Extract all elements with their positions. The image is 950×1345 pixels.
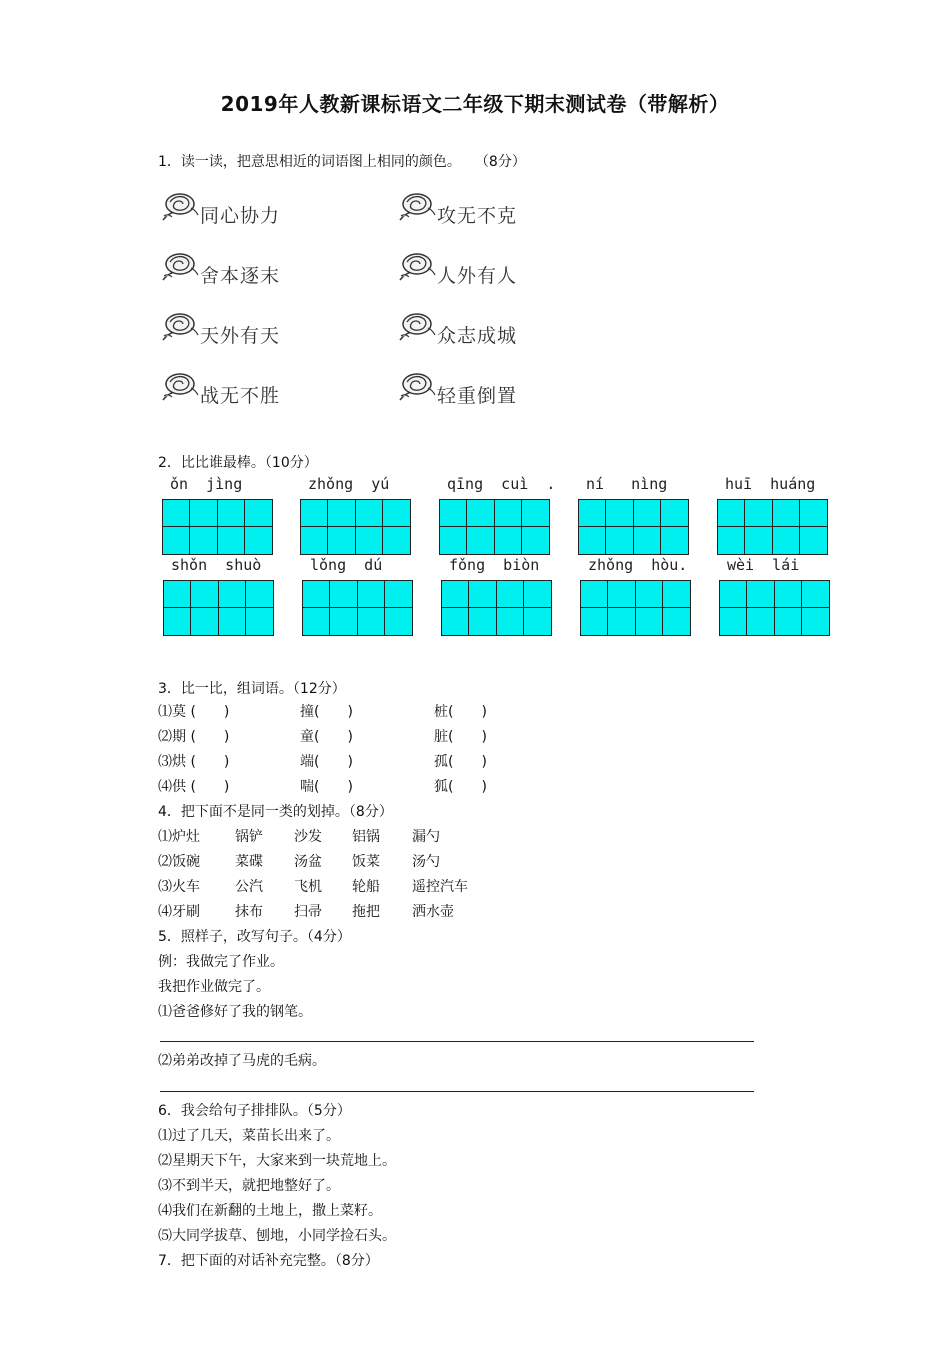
tianzige-grid (162, 499, 273, 555)
writing-cell[interactable] (495, 527, 522, 554)
tianzige-grid (300, 499, 411, 555)
writing-cell[interactable] (497, 581, 524, 608)
q3-fill-item[interactable]: 脏( ) (434, 729, 487, 745)
q3-heading: 3．比一比，组词语。（12分） (158, 681, 346, 697)
q2-grid-group (717, 475, 828, 555)
q2-grid-group (719, 556, 830, 636)
writing-cell[interactable] (164, 581, 191, 608)
q3-fill-item[interactable]: ⑵期 ( ) (158, 729, 230, 745)
q3-fill-item[interactable]: 撞( ) (300, 704, 353, 720)
q2-grid-group (163, 556, 274, 636)
q4-word[interactable]: 抹布 (235, 904, 263, 920)
q4-heading: 4．把下面不是同一类的划掉。（8分） (158, 804, 393, 820)
writing-cell[interactable] (467, 500, 494, 527)
writing-cell[interactable] (661, 527, 688, 554)
writing-cell[interactable] (163, 527, 190, 554)
flower-icon (160, 250, 200, 284)
writing-cell[interactable] (608, 581, 635, 608)
writing-cell[interactable] (301, 527, 328, 554)
writing-cell[interactable] (330, 581, 357, 608)
writing-cell[interactable] (747, 608, 774, 635)
q1-word-right-2[interactable] (397, 250, 518, 287)
q6-sentence: ⑵星期天下午，大家来到一块荒地上。 (158, 1153, 396, 1169)
pinyin-label: ǒn jìng (170, 475, 243, 493)
q5-answer-line-1[interactable] (160, 1041, 754, 1042)
q4-word[interactable]: 沙发 (294, 829, 322, 845)
pinyin-label: shǒn shuò (171, 556, 262, 574)
q2-grid-group (439, 475, 556, 555)
q5-heading: 5．照样子，改写句子。（4分） (158, 929, 351, 945)
writing-cell[interactable] (385, 608, 412, 635)
pinyin-label: zhǒng yú (308, 475, 390, 493)
writing-cell[interactable] (800, 527, 827, 554)
q3-fill-item[interactable]: 端( ) (300, 754, 353, 770)
writing-cell[interactable] (720, 581, 747, 608)
tianzige-grid (719, 580, 830, 636)
writing-cell[interactable] (634, 527, 661, 554)
q1-word-label: 战无不胜 (200, 385, 281, 407)
q1-word-label: 人外有人 (437, 265, 518, 287)
q1-word-left-4[interactable] (160, 370, 281, 407)
writing-cell[interactable] (385, 581, 412, 608)
q4-word[interactable]: 公汽 (235, 879, 263, 895)
writing-cell[interactable] (330, 608, 357, 635)
q4-word[interactable]: 轮船 (352, 879, 380, 895)
q4-word[interactable]: ⑵饭碗 (158, 854, 200, 870)
q4-word[interactable]: 拖把 (352, 904, 380, 920)
writing-cell[interactable] (636, 608, 663, 635)
writing-cell[interactable] (190, 527, 217, 554)
q4-word[interactable]: 汤盆 (294, 854, 322, 870)
q1-word-right-4[interactable] (397, 370, 518, 407)
writing-cell[interactable] (246, 581, 273, 608)
flower-icon (397, 370, 437, 404)
q6-sentence: ⑷我们在新翻的土地上，撒上菜籽。 (158, 1203, 382, 1219)
writing-cell[interactable] (469, 581, 496, 608)
writing-cell[interactable] (246, 608, 273, 635)
writing-cell[interactable] (356, 527, 383, 554)
flower-icon (160, 370, 200, 404)
q3-fill-item[interactable]: 桩( ) (434, 704, 487, 720)
q7-heading: 7．把下面的对话补充完整。（8分） (158, 1253, 379, 1269)
writing-cell[interactable] (383, 527, 410, 554)
writing-cell[interactable] (163, 500, 190, 527)
q2-grid-group (162, 475, 273, 555)
q5-item-1: ⑴爸爸修好了我的钢笔。 (158, 1004, 312, 1020)
writing-cell[interactable] (802, 581, 829, 608)
tianzige-grid (439, 499, 550, 555)
writing-cell[interactable] (328, 500, 355, 527)
writing-cell[interactable] (218, 500, 245, 527)
q2-grid-group (302, 556, 413, 636)
writing-cell[interactable] (301, 500, 328, 527)
q1-word-right-1[interactable] (397, 190, 518, 227)
writing-cell[interactable] (800, 500, 827, 527)
tianzige-grid (580, 580, 691, 636)
writing-cell[interactable] (303, 608, 330, 635)
writing-cell[interactable] (773, 500, 800, 527)
flower-icon (397, 250, 437, 284)
writing-cell[interactable] (608, 608, 635, 635)
writing-cell[interactable] (522, 527, 549, 554)
q2-grid-group (300, 475, 411, 555)
pinyin-label: qīng cuì . (447, 475, 556, 493)
writing-cell[interactable] (718, 500, 745, 527)
q3-fill-item[interactable]: ⑷供 ( ) (158, 779, 230, 795)
pinyin-label: fǒng biòn (449, 556, 540, 574)
writing-cell[interactable] (802, 608, 829, 635)
writing-cell[interactable] (745, 527, 772, 554)
q6-sentence: ⑸大同学拔草、刨地，小同学捡石头。 (158, 1228, 396, 1244)
q1-word-label: 众志成城 (437, 325, 518, 347)
writing-cell[interactable] (358, 581, 385, 608)
tianzige-grid (578, 499, 689, 555)
q1-word-left-3[interactable] (160, 310, 281, 347)
writing-cell[interactable] (581, 608, 608, 635)
writing-cell[interactable] (524, 608, 551, 635)
q2-grid-group (441, 556, 552, 636)
q3-fill-item[interactable]: 喘( ) (300, 779, 353, 795)
pinyin-label: ní nìng (586, 475, 668, 493)
writing-cell[interactable] (775, 581, 802, 608)
q1-word-left-1[interactable] (160, 190, 281, 227)
q2-grid-group (578, 475, 689, 555)
pinyin-label: wèi lái (727, 556, 800, 574)
q1-word-label: 天外有天 (200, 325, 281, 347)
writing-cell[interactable] (636, 581, 663, 608)
tianzige-grid (717, 499, 828, 555)
q6-heading: 6．我会给句子排排队。（5分） (158, 1103, 351, 1119)
q4-word[interactable]: 遥控汽车 (412, 879, 468, 895)
tianzige-grid (441, 580, 552, 636)
q5-answer-line-2[interactable] (160, 1091, 754, 1092)
writing-cell[interactable] (579, 527, 606, 554)
tianzige-grid (302, 580, 413, 636)
writing-cell[interactable] (497, 608, 524, 635)
q4-word[interactable]: 锅铲 (235, 829, 263, 845)
q4-word[interactable]: ⑴炉灶 (158, 829, 200, 845)
writing-cell[interactable] (495, 500, 522, 527)
q6-sentence: ⑶不到半天，就把地整好了。 (158, 1178, 340, 1194)
q1-word-label: 轻重倒置 (437, 385, 518, 407)
writing-cell[interactable] (245, 500, 272, 527)
pinyin-label: zhǒng hòu. (588, 556, 688, 574)
writing-cell[interactable] (356, 500, 383, 527)
writing-cell[interactable] (581, 581, 608, 608)
flower-icon (160, 190, 200, 224)
writing-cell[interactable] (219, 608, 246, 635)
q3-fill-item[interactable]: 孤( ) (434, 754, 487, 770)
q4-word[interactable]: 洒水壶 (412, 904, 454, 920)
q3-fill-item[interactable]: ⑴莫 ( ) (158, 704, 230, 720)
writing-cell[interactable] (245, 527, 272, 554)
flower-icon (160, 310, 200, 344)
q5-example: 例：我做完了作业。 (158, 954, 284, 970)
q1-word-left-2[interactable] (160, 250, 281, 287)
writing-cell[interactable] (303, 581, 330, 608)
q1-word-label: 攻无不克 (437, 205, 518, 227)
writing-cell[interactable] (442, 581, 469, 608)
writing-cell[interactable] (191, 608, 218, 635)
writing-cell[interactable] (606, 527, 633, 554)
pinyin-label: lǒng dú (310, 556, 383, 574)
writing-cell[interactable] (328, 527, 355, 554)
q3-fill-item[interactable]: 狐( ) (434, 779, 487, 795)
q5-item-2: ⑵弟弟改掉了马虎的毛病。 (158, 1053, 326, 1069)
writing-cell[interactable] (469, 608, 496, 635)
writing-cell[interactable] (747, 581, 774, 608)
writing-cell[interactable] (440, 527, 467, 554)
writing-cell[interactable] (775, 608, 802, 635)
writing-cell[interactable] (773, 527, 800, 554)
writing-cell[interactable] (522, 500, 549, 527)
q4-word[interactable]: 飞机 (294, 879, 322, 895)
q4-word[interactable]: 漏勺 (412, 829, 440, 845)
q4-word[interactable]: 饭菜 (352, 854, 380, 870)
writing-cell[interactable] (606, 500, 633, 527)
q4-word[interactable]: 汤勺 (412, 854, 440, 870)
page-title: 2019年人教新课标语文二年级下期末测试卷（带解析） (220, 92, 730, 116)
writing-cell[interactable] (663, 581, 690, 608)
q2-grid-group (580, 556, 691, 636)
q4-word[interactable]: 菜碟 (235, 854, 263, 870)
q3-fill-item[interactable]: ⑶烘 ( ) (158, 754, 230, 770)
flower-icon (397, 190, 437, 224)
q4-word[interactable]: 扫帚 (294, 904, 322, 920)
writing-cell[interactable] (219, 581, 246, 608)
writing-cell[interactable] (663, 608, 690, 635)
writing-cell[interactable] (442, 608, 469, 635)
q1-heading: 1．读一读，把意思相近的词语图上相同的颜色。 （8分） (158, 154, 526, 170)
tianzige-grid (163, 580, 274, 636)
pinyin-label: huī huáng (725, 475, 816, 493)
writing-cell[interactable] (718, 527, 745, 554)
writing-cell[interactable] (634, 500, 661, 527)
writing-cell[interactable] (467, 527, 494, 554)
flower-icon (397, 310, 437, 344)
writing-cell[interactable] (164, 608, 191, 635)
writing-cell[interactable] (190, 500, 217, 527)
writing-cell[interactable] (191, 581, 218, 608)
writing-cell[interactable] (661, 500, 688, 527)
q4-word[interactable]: ⑶火车 (158, 879, 200, 895)
writing-cell[interactable] (383, 500, 410, 527)
q5-example-answer: 我把作业做完了。 (158, 979, 270, 995)
q1-word-label: 同心协力 (200, 205, 281, 227)
q1-word-label: 舍本逐末 (200, 265, 281, 287)
q4-word[interactable]: 铝锅 (352, 829, 380, 845)
q6-sentence: ⑴过了几天，菜苗长出来了。 (158, 1128, 340, 1144)
writing-cell[interactable] (218, 527, 245, 554)
writing-cell[interactable] (440, 500, 467, 527)
writing-cell[interactable] (524, 581, 551, 608)
q4-word[interactable]: ⑷牙刷 (158, 904, 200, 920)
writing-cell[interactable] (579, 500, 606, 527)
q1-word-right-3[interactable] (397, 310, 518, 347)
q3-fill-item[interactable]: 童( ) (300, 729, 353, 745)
writing-cell[interactable] (358, 608, 385, 635)
writing-cell[interactable] (720, 608, 747, 635)
q2-heading: 2．比比谁最棒。（10分） (158, 455, 318, 471)
writing-cell[interactable] (745, 500, 772, 527)
